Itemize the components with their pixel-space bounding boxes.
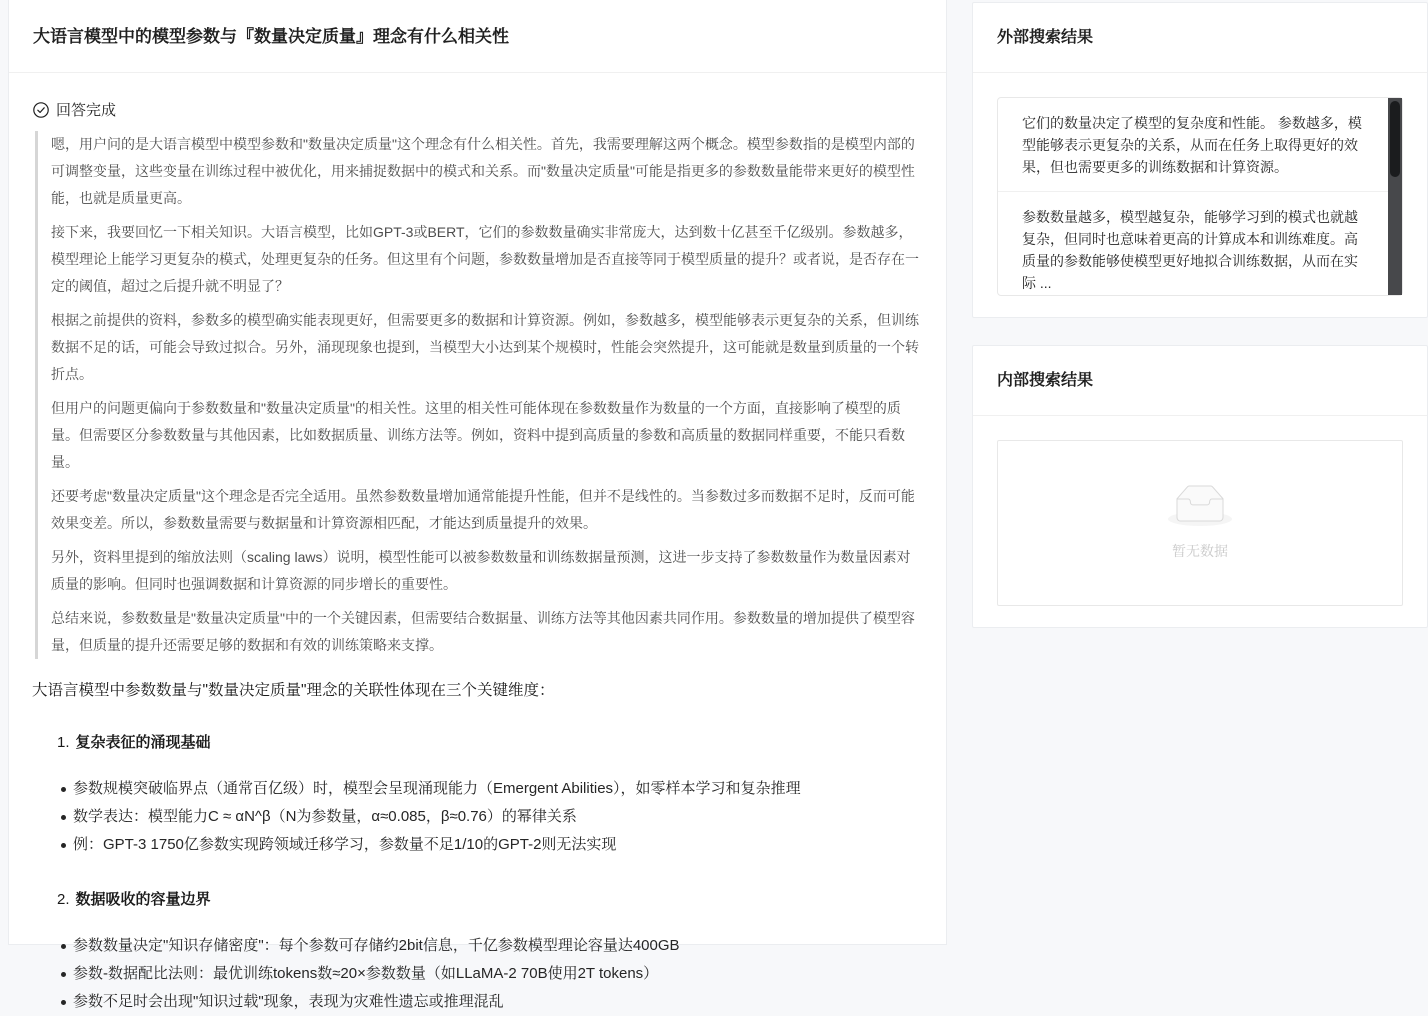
internal-search-body [973,416,1427,630]
thinking-paragraph: 但用户的问题更偏向于参数数量和"数量决定质量"的相关性。这里的相关性可能体现在参数数量作为数量的一个方面，直接影响了模型的质量。但需要区分参数数量与其他因素，比如数据质量、训练方法等。例如，资料中提到高质量的参数和高质量的数据同样重要，不能只看数量。 [51,400,905,470]
external-results-list[interactable] [997,97,1403,296]
external-search-header [973,3,1427,73]
bullet-item: 参数-数据配比法则：最优训练tokens数≈20×参数数量（如LLaMA-2 70B使用2T tokens） [73,960,922,988]
answer-body [9,99,946,1016]
thinking-paragraph: 接下来，我要回忆一下相关知识。大语言模型，比如GPT-3或BERT，它们的参数数量确实非常庞大，达到数十亿甚至千亿级别。参数越多，模型理论上能学习更复杂的模式，处理更复杂的任务。但这里有个问题，参数数量增加是否直接等同于模型质量的提升？或者说，是否存在一定的阈值，超过之后提升就不明显了？ [51,224,919,294]
external-search-title: 外部搜索结果 [997,29,1094,46]
empty-inbox-icon [1168,485,1232,531]
internal-search-header [973,346,1427,416]
thinking-blockquote [35,131,922,659]
bullet-item: 参数不足时会出现"知识过载"现象，表现为灾难性遗忘或推理混乱 [73,988,922,1016]
answer-intro: 大语言模型中参数数量与"数量决定质量"理念的关联性体现在三个关键维度： [32,682,555,699]
answer-status[interactable] [33,99,922,120]
empty-state-text: 暂无数据 [1172,543,1228,559]
external-search-body [973,73,1427,320]
thinking-paragraph: 嗯，用户问的是大语言模型中模型参数和"数量决定质量"这个理念有什么相关性。首先，我需要理解这两个概念。模型参数指的是模型内部的可调整变量，这些变量在训练过程中被优化，用来捕捉数据中的模式和关系。而"数量决定质量"可能是指更多的参数数量能带来更好的模型性能，也就是质量更高。 [51,136,915,206]
answer-sections [33,732,922,1016]
section-heading [57,889,922,911]
results-scrollbar[interactable] [1388,98,1402,295]
section-bullet-list [33,775,922,859]
thinking-paragraph: 另外，资料里提到的缩放法则（scaling laws）说明，模型性能可以被参数数量和训练数据量预测，这进一步支持了参数数量作为数量因素对质量的影响。但同时也强调数据和计算资源的同步增长的重要性。 [51,549,911,592]
page-title: 大语言模型中的模型参数与『数量决定质量』理念有什么相关性 [33,27,509,46]
thinking-paragraph: 根据之前提供的资料，参数多的模型确实能表现更好，但需要更多的数据和计算资源。例如，参数越多，模型能够表示更复杂的关系，但训练数据不足的话，可能会导致过拟合。另外，涌现现象也提到，当模型大小达到某个规模时，性能会突然提升，这可能就是数量到质量的一个转折点。 [51,312,919,382]
section-title: 数据吸收的容量边界 [75,891,211,908]
bullet-item: 数学表达：模型能力C ≈ αN^β（N为参数量，α≈0.085，β≈0.76）的幂律关系 [73,803,922,831]
search-result-item[interactable]: 参数数量越多，模型越复杂，能够学习到的模式也就越复杂，但同时也意味着更高的计算成本和训练难度。高质量的参数能够使模型更好地拟合训练数据，从而在实际 ... [1022,209,1358,291]
internal-search-panel [972,345,1428,628]
section-bullet-list [33,932,922,1016]
external-search-panel [972,2,1428,318]
answer-card [8,0,947,1010]
internal-search-title: 内部搜索结果 [997,372,1094,389]
search-result-item[interactable]: 它们的数量决定了模型的复杂度和性能。 参数越多，模型能够表示更复杂的关系，从而在任务上取得更好的效果，但也需要更多的训练数据和计算资源。 [998,98,1402,192]
section-number: 1. [57,734,70,751]
thinking-paragraph: 总结来说，参数数量是"数量决定质量"中的一个关键因素，但需要结合数据量、训练方法等其他因素共同作用。参数数量的增加提供了模型容量，但质量的提升还需要足够的数据和有效的训练策略来支撑。 [51,610,915,653]
status-label: 回答完成 [56,102,117,119]
thinking-paragraph: 还要考虑"数量决定质量"这个理念是否完全适用。虽然参数数量增加通常能提升性能，但并不是线性的。当参数过多而数据不足时，反而可能效果变差。所以，参数数量需要与数据量和计算资源相匹配，才能达到质量提升的效果。 [51,488,915,531]
scrollbar-thumb[interactable] [1390,101,1400,177]
question-header [9,0,946,73]
section-heading [57,732,922,754]
section-title: 复杂表征的涌现基础 [75,734,211,751]
check-circle-icon [33,102,49,118]
bullet-item: 参数数量决定"知识存储密度"：每个参数可存储约2bit信息，千亿参数模型理论容量达400GB [73,932,922,960]
empty-state [997,440,1403,606]
section-number: 2. [57,891,70,908]
bullet-item: 例：GPT-3 1750亿参数实现跨领域迁移学习，参数量不足1/10的GPT-2则无法实现 [73,831,922,859]
bullet-item: 参数规模突破临界点（通常百亿级）时，模型会呈现涌现能力（Emergent Abilities），如零样本学习和复杂推理 [73,775,922,803]
